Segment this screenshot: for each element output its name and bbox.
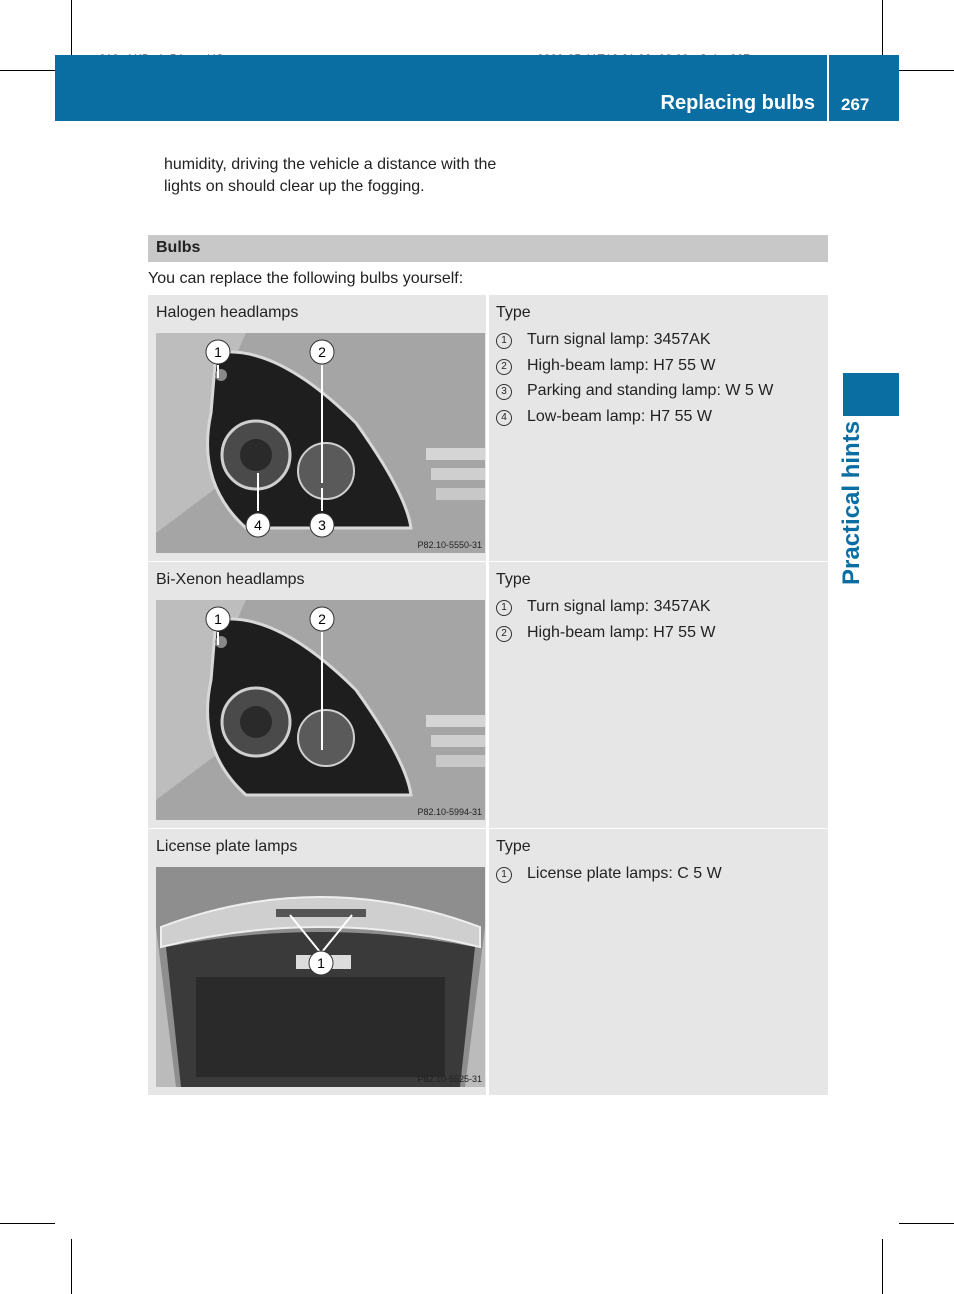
callout-marker (206, 607, 230, 631)
row-left-cell (148, 295, 486, 561)
callout-marker (310, 340, 334, 364)
item-text: Parking and standing lamp: W 5 W (527, 382, 774, 399)
side-tab-marker (843, 373, 899, 416)
bulb-row-halogen (148, 295, 828, 561)
lead-paragraph: You can replace the following bulbs yourself: (148, 270, 464, 287)
row-right-cell (489, 829, 828, 1095)
item-text: Turn signal lamp: 3457AK (527, 331, 711, 348)
callout-marker (310, 513, 334, 537)
callout-marker (206, 340, 230, 364)
callout-marker (310, 607, 334, 631)
item-marker: 2 (496, 626, 512, 642)
type-label: Type (496, 304, 531, 321)
svg-text:3: 3 (318, 517, 326, 533)
svg-text:1: 1 (317, 955, 325, 971)
item-marker: 1 (496, 600, 512, 616)
row-label: License plate lamps (156, 838, 298, 855)
row-right-cell (489, 295, 828, 561)
item-marker: 1 (496, 867, 512, 883)
headlamp-illustration (156, 333, 485, 553)
item-text: Turn signal lamp: 3457AK (527, 598, 711, 615)
svg-text:1: 1 (214, 611, 222, 627)
page-number-box (829, 55, 899, 121)
crop-mark (71, 0, 72, 55)
trunk-lid-illustration (156, 867, 485, 1087)
row-right-cell (489, 562, 828, 828)
item-marker: 4 (496, 410, 512, 426)
item-text: High-beam lamp: H7 55 W (527, 356, 716, 374)
bulb-row-license-plate (148, 829, 828, 1095)
crop-mark (71, 1239, 72, 1294)
image-code: P82.10-5525-31 (417, 1074, 482, 1084)
item-text: License plate lamps: C 5 W (527, 865, 722, 882)
row-left-cell (148, 562, 486, 828)
crop-mark (882, 0, 883, 55)
item-text: High-beam lamp: H7 55 W (527, 623, 716, 641)
callout-marker (309, 951, 333, 975)
crop-mark (899, 70, 954, 71)
side-tab-label: Practical hints (838, 420, 865, 585)
crop-mark (882, 1239, 883, 1294)
intro-paragraph: humidity, driving the vehicle a distance with the lights on should clear up the fogging. (164, 156, 497, 195)
crop-mark (0, 1223, 55, 1224)
item-marker: 3 (496, 384, 512, 400)
svg-text:1: 1 (214, 344, 222, 360)
item-marker: 2 (496, 359, 512, 375)
row-left-cell (148, 829, 486, 1095)
item-text: Low-beam lamp: H7 55 W (527, 407, 712, 425)
image-code: P82.10-5550-31 (417, 540, 482, 550)
row-label: Halogen headlamps (156, 304, 299, 321)
row-label: Bi-Xenon headlamps (156, 571, 305, 588)
bulb-row-bixenon (148, 562, 828, 828)
svg-text:2: 2 (318, 611, 326, 627)
headlamp-illustration (156, 600, 485, 820)
type-label: Type (496, 571, 531, 588)
crop-mark (899, 1223, 954, 1224)
svg-text:4: 4 (254, 517, 262, 533)
svg-text:2: 2 (318, 344, 326, 360)
header-bar (55, 55, 827, 121)
image-code: P82.10-5994-31 (417, 807, 482, 817)
type-label: Type (496, 838, 531, 855)
item-marker: 1 (496, 333, 512, 349)
callout-marker (246, 513, 270, 537)
page-title: Replacing bulbs (660, 92, 815, 114)
crop-mark (0, 70, 55, 71)
section-heading (148, 235, 828, 262)
section-title: Bulbs (156, 239, 201, 256)
page-number: 267 (841, 95, 870, 114)
